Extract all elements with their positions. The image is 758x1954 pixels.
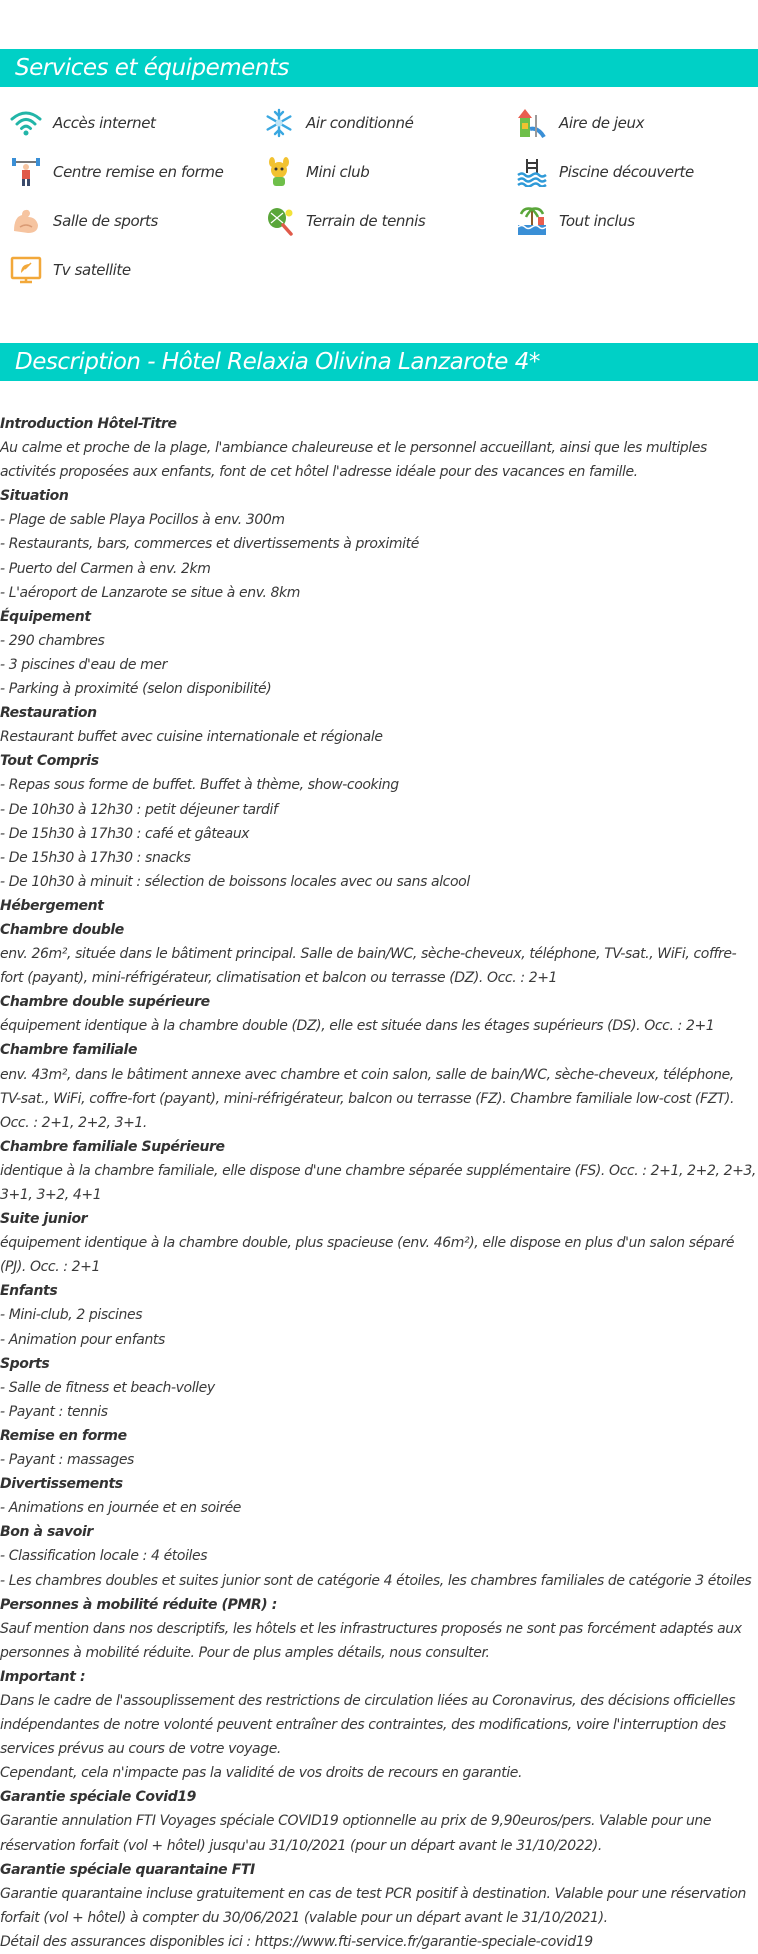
section-heading: Chambre double supérieure xyxy=(0,994,210,1011)
description-body xyxy=(0,412,758,1954)
paragraph: env. 26m², située dans le bâtiment principal. Salle de bain/WC, sèche-cheveux, téléphone, TV-sat., WiFi, coffre-fort (payant), mini-réfrigérateur, climatisation et balcon ou terrasse (DZ). Occ. : 2+1 xyxy=(0,946,737,987)
section-heading: Sports xyxy=(0,1355,50,1372)
section-heading: Garantie spéciale Covid19 xyxy=(0,1789,197,1806)
amenity-air-conditioning xyxy=(253,103,413,143)
paragraph: Au calme et proche de la plage, l'ambiance chaleureuse et le personnel accueillant, ainsi que les multiples activités proposées aux enfants, font de cet hôtel l'adresse idéale pour des vacances en famille. xyxy=(0,440,707,481)
amenity-label: Tout inclus xyxy=(559,212,635,230)
paragraph: - Mini-club, 2 piscines xyxy=(0,1307,143,1324)
paragraph: env. 43m², dans le bâtiment annexe avec chambre et coin salon, salle de bain/WC, sèche-cheveux, téléphone, TV-sat., WiFi, coffre-fort (payant), mini-réfrigérateur, balcon ou terrasse (FZ). Chambre familiale low-cost (FZT). Occ. : 2+1, 2+2, 3+1. xyxy=(0,1066,735,1131)
paragraph: - De 10h30 à minuit : sélection de boissons locales avec ou sans alcool xyxy=(0,873,470,890)
paragraph: - 290 chambres xyxy=(0,632,105,649)
amenity-label: Salle de sports xyxy=(53,212,158,230)
amenity-label: Mini club xyxy=(306,163,370,181)
amenity-fitness-center xyxy=(0,152,223,192)
amenity-label: Air conditionné xyxy=(306,114,414,132)
tennis-icon xyxy=(262,204,296,238)
wifi-icon xyxy=(9,106,43,140)
paragraph: Garantie quarantaine incluse gratuitement en cas de test PCR positif à destination. Valable pour une réservation forfait (vol + hôtel) à compter du 30/06/2021 (valable pour un départ avant le 31/10/2021). xyxy=(0,1885,746,1926)
section-heading: Situation xyxy=(0,488,69,505)
paragraph: - Animations en journée et en soirée xyxy=(0,1500,242,1517)
paragraph: - Parking à proximité (selon disponibilité) xyxy=(0,681,272,698)
pool-icon xyxy=(515,155,549,189)
paragraph: - Restaurants, bars, commerces et divertissements à proximité xyxy=(0,536,419,553)
amenity-tennis-court xyxy=(253,201,425,241)
paragraph: - Payant : tennis xyxy=(0,1403,108,1420)
paragraph: - 3 piscines d'eau de mer xyxy=(0,656,167,673)
amenities-grid xyxy=(0,103,758,303)
section-heading: Hébergement xyxy=(0,897,104,914)
snowflake-icon xyxy=(262,106,296,140)
section-heading: Équipement xyxy=(0,608,91,625)
amenity-label: Tv satellite xyxy=(53,261,131,279)
tv-satellite-icon xyxy=(9,253,43,287)
amenity-satellite-tv xyxy=(0,250,131,290)
section-heading: Introduction Hôtel-Titre xyxy=(0,416,177,432)
paragraph: - De 10h30 à 12h30 : petit déjeuner tardif xyxy=(0,801,278,818)
fitness-icon xyxy=(9,155,43,189)
paragraph: - De 15h30 à 17h30 : snacks xyxy=(0,849,191,866)
section-heading: Chambre familiale xyxy=(0,1042,138,1059)
amenity-label: Centre remise en forme xyxy=(53,163,224,181)
all-inclusive-icon xyxy=(515,204,549,238)
amenity-mini-club xyxy=(253,152,369,192)
paragraph: - Animation pour enfants xyxy=(0,1331,165,1348)
description-banner xyxy=(0,343,758,381)
paragraph: identique à la chambre familiale, elle dispose d'une chambre séparée supplémentaire (FS). Occ. : 2+1, 2+2, 2+3, 3+1, 3+2, 4+1 xyxy=(0,1162,756,1203)
amenity-playground xyxy=(506,103,644,143)
amenity-outdoor-pool xyxy=(506,152,694,192)
paragraph: - De 15h30 à 17h30 : café et gâteaux xyxy=(0,825,250,842)
amenity-internet xyxy=(0,103,156,143)
section-heading: Bon à savoir xyxy=(0,1524,93,1541)
paragraph: Garantie annulation FTI Voyages spéciale COVID19 optionnelle au prix de 9,90euros/pers. Valable pour une réservation forfait (vol + hôtel) jusqu'au 31/10/2021 (pour un départ avant le 31/10/2022). xyxy=(0,1813,712,1854)
paragraph: - Les chambres doubles et suites junior sont de catégorie 4 étoiles, les chambres familiales de catégorie 3 étoiles xyxy=(0,1572,752,1589)
services-banner xyxy=(0,49,758,87)
section-heading: Restauration xyxy=(0,705,97,722)
paragraph: - Repas sous forme de buffet. Buffet à thème, show-cooking xyxy=(0,777,399,794)
section-heading: Remise en forme xyxy=(0,1427,127,1444)
paragraph: - Salle de fitness et beach-volley xyxy=(0,1379,215,1396)
amenity-label: Piscine découverte xyxy=(559,163,694,181)
paragraph: - Payant : massages xyxy=(0,1452,134,1469)
section-heading: Enfants xyxy=(0,1283,58,1300)
section-heading: Divertissements xyxy=(0,1476,123,1493)
paragraph: équipement identique à la chambre double, plus spacieuse (env. 46m²), elle dispose en plus d'un salon séparé (PJ). Occ. : 2+1 xyxy=(0,1235,735,1276)
paragraph: Restaurant buffet avec cuisine internationale et régionale xyxy=(0,729,383,746)
amenity-label: Accès internet xyxy=(53,114,156,132)
amenity-label: Aire de jeux xyxy=(559,114,645,132)
paragraph: - Classification locale : 4 étoiles xyxy=(0,1548,208,1565)
paragraph: Sauf mention dans nos descriptifs, les hôtels et les infrastructures proposés ne sont pas forcément adaptés aux personnes à mobilité réduite. Pour de plus amples détails, nous consulter. xyxy=(0,1620,742,1661)
section-heading: Tout Compris xyxy=(0,753,99,770)
paragraph: Détail des assurances disponibles ici : https://www.fti-service.fr/garantie-speciale-covid19 xyxy=(0,1933,593,1950)
paragraph: - Puerto del Carmen à env. 2km xyxy=(0,560,211,577)
services-title: Services et équipements xyxy=(15,55,289,81)
section-heading: Personnes à mobilité réduite (PMR) : xyxy=(0,1596,277,1613)
amenity-label: Terrain de tennis xyxy=(306,212,426,230)
paragraph: équipement identique à la chambre double (DZ), elle est située dans les étages supérieurs (DS). Occ. : 2+1 xyxy=(0,1018,715,1035)
amenity-sports-hall xyxy=(0,201,158,241)
section-heading: Garantie spéciale quarantaine FTI xyxy=(0,1861,255,1878)
description-title: Description - Hôtel Relaxia Olivina Lanzarote 4* xyxy=(15,349,540,375)
paragraph: - Plage de sable Playa Pocillos à env. 300m xyxy=(0,512,285,529)
playground-icon xyxy=(515,106,549,140)
amenity-all-inclusive xyxy=(506,201,635,241)
paragraph: Dans le cadre de l'assouplissement des restrictions de circulation liées au Coronavirus, des décisions officielles indépendantes de notre volonté peuvent entraîner des contraintes, des modifications, voire l'interruption des services prévus au cours de votre voyage. xyxy=(0,1692,736,1758)
mini-club-icon xyxy=(262,155,296,189)
paragraph: - L'aéroport de Lanzarote se situe à env. 8km xyxy=(0,584,300,601)
section-heading: Important : xyxy=(0,1668,86,1685)
paragraph: Cependant, cela n'impacte pas la validité de vos droits de recours en garantie. xyxy=(0,1765,523,1782)
sports-arm-icon xyxy=(9,204,43,238)
section-heading: Chambre familiale Supérieure xyxy=(0,1138,225,1155)
section-heading: Suite junior xyxy=(0,1211,88,1228)
section-heading: Chambre double xyxy=(0,921,124,938)
